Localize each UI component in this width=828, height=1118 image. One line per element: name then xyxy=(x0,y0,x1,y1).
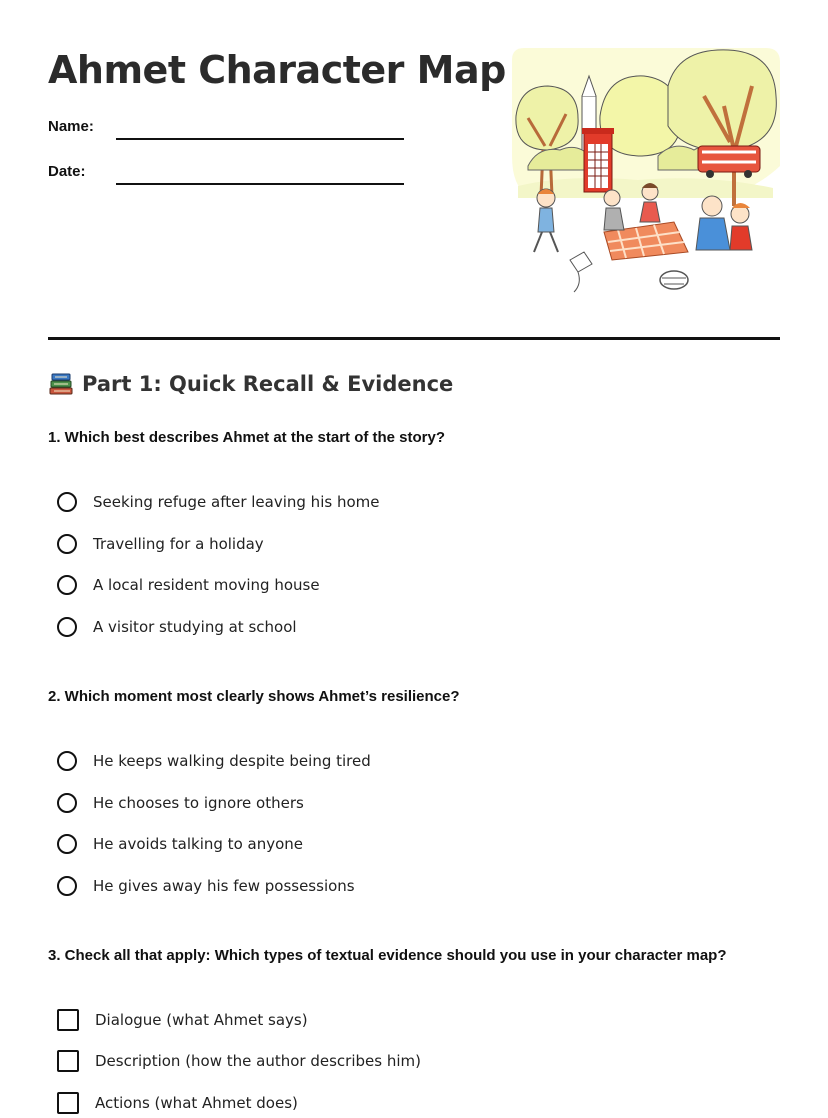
q3-option-3[interactable] xyxy=(57,1092,298,1114)
radio-button[interactable] xyxy=(57,575,77,595)
children-picnic-park-illustration xyxy=(508,46,780,308)
date-line[interactable] xyxy=(116,183,404,185)
radio-button[interactable] xyxy=(57,617,77,637)
option-label: He gives away his few possessions xyxy=(93,877,355,895)
question-1: 1. Which best describes Ahmet at the start of the story? xyxy=(48,429,446,446)
q2-option-1[interactable] xyxy=(57,751,371,771)
section-divider xyxy=(48,337,780,340)
option-label: Actions (what Ahmet does) xyxy=(95,1094,298,1112)
part1-heading xyxy=(48,372,453,396)
part1-heading-text: Part 1: Quick Recall & Evidence xyxy=(82,372,454,396)
q3-option-1[interactable] xyxy=(57,1009,308,1031)
option-label: Travelling for a holiday xyxy=(93,535,264,553)
q2-option-3[interactable] xyxy=(57,834,303,854)
q2-option-4[interactable] xyxy=(57,876,355,896)
page-title: Ahmet Character Map xyxy=(48,48,506,92)
option-label: Dialogue (what Ahmet says) xyxy=(95,1011,308,1029)
option-label: He avoids talking to anyone xyxy=(93,835,303,853)
option-label: He chooses to ignore others xyxy=(93,794,304,812)
option-label: A local resident moving house xyxy=(93,576,320,594)
radio-button[interactable] xyxy=(57,751,77,771)
q1-option-1[interactable] xyxy=(57,492,379,512)
radio-button[interactable] xyxy=(57,534,77,554)
radio-button[interactable] xyxy=(57,876,77,896)
radio-button[interactable] xyxy=(57,793,77,813)
option-label: A visitor studying at school xyxy=(93,618,297,636)
question-2: 2. Which moment most clearly shows Ahmet’s resilience? xyxy=(48,688,460,705)
radio-button[interactable] xyxy=(57,834,77,854)
option-label: He keeps walking despite being tired xyxy=(93,752,371,770)
option-label: Description (how the author describes him) xyxy=(95,1052,421,1070)
q1-option-3[interactable] xyxy=(57,575,320,595)
books-icon xyxy=(48,372,74,396)
question-3: 3. Check all that apply: Which types of textual evidence should you use in your character map? xyxy=(48,947,727,964)
name-label: Name: xyxy=(48,118,94,135)
option-label: Seeking refuge after leaving his home xyxy=(93,493,380,511)
checkbox[interactable] xyxy=(57,1050,79,1072)
q2-option-2[interactable] xyxy=(57,793,304,813)
radio-button[interactable] xyxy=(57,492,77,512)
q1-option-2[interactable] xyxy=(57,534,264,554)
q1-option-4[interactable] xyxy=(57,617,297,637)
q3-option-2[interactable] xyxy=(57,1050,421,1072)
checkbox[interactable] xyxy=(57,1092,79,1114)
checkbox[interactable] xyxy=(57,1009,79,1031)
date-label: Date: xyxy=(48,163,86,180)
name-line[interactable] xyxy=(116,138,404,140)
